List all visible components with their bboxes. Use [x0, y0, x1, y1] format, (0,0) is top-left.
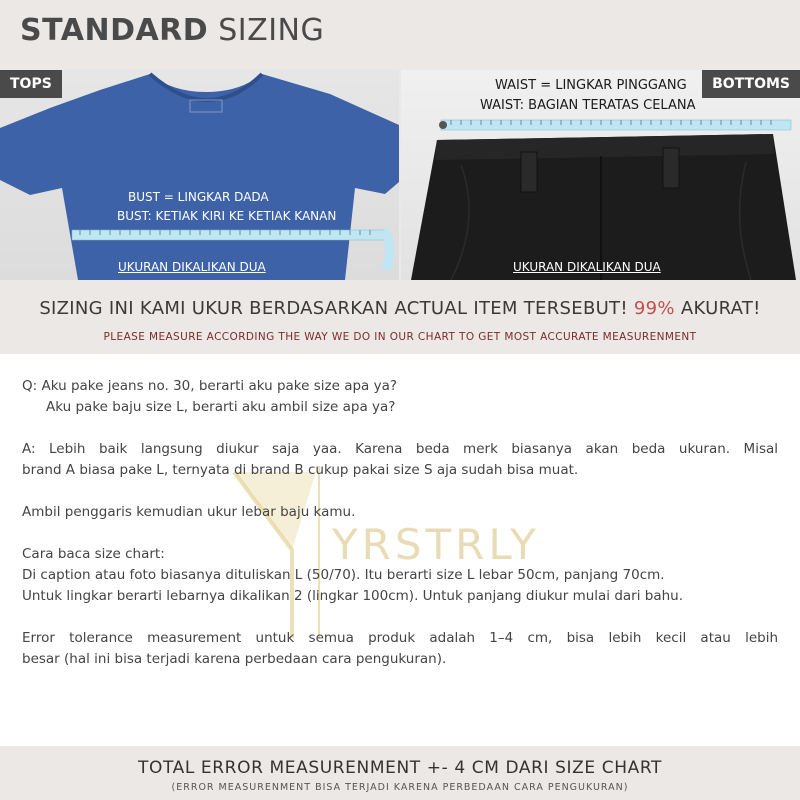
watermark-text: YRSTRLY	[332, 520, 540, 569]
bottoms-panel	[401, 70, 800, 280]
header-bar	[0, 0, 800, 70]
bottoms-multiply-note: UKURAN DIKALIKAN DUA	[513, 260, 661, 274]
accuracy-percent: 99%	[633, 298, 675, 319]
size-chart-heading: Cara baca size chart:	[22, 546, 165, 562]
faq-question-1: Q: Aku pake jeans no. 30, berarti aku pake size apa ya?	[22, 378, 398, 394]
page-title-light: SIZING	[218, 13, 325, 48]
accuracy-headline-text: SIZING INI KAMI UKUR BERDASARKAN ACTUAL ITEM TERSEBUT!	[39, 298, 628, 319]
waist-definition: WAIST = LINGKAR PINGGANG	[495, 78, 687, 93]
tshirt-shape	[0, 74, 399, 280]
belt-loop-right	[663, 148, 679, 188]
waist-instruction: WAIST: BAGIAN TERATAS CELANA	[480, 98, 696, 113]
accuracy-notice	[0, 280, 800, 354]
page-title-bold: STANDARD	[20, 13, 209, 48]
size-chart-line-1: Di caption atau foto biasanya dituliskan L (50/70). Itu berarti size L lebar 50cm, panjang 70cm.	[22, 567, 665, 583]
tshirt-illustration	[0, 70, 399, 280]
bottoms-tag: BOTTOMS	[702, 70, 800, 98]
error-tolerance-line-1: Error tolerance measurement untuk semua produk adalah 1–4 cm, bisa lebih kecil atau lebih	[22, 630, 778, 646]
measure-instruction: Ambil penggaris kemudian ukur lebar baju kamu.	[22, 504, 356, 520]
faq-content	[22, 376, 778, 670]
error-tolerance-line-2: besar (hal ini bisa terjadi karena perbedaan cara pengukuran).	[22, 651, 447, 667]
footer-bar	[0, 746, 800, 800]
bust-definition: BUST = LINGKAR DADA	[128, 190, 269, 204]
faq-answer-line-1: A: Lebih baik langsung diukur saja yaa. Karena beda merk biasanya akan beda ukuran. Misal	[22, 441, 778, 457]
belt-loop-left	[521, 152, 537, 192]
faq-answer-line-2: brand A biasa pake L, ternyata di brand B cukup pakai size S aja sudah bisa muat.	[22, 462, 579, 478]
bust-instruction: BUST: KETIAK KIRI KE KETIAK KANAN	[117, 209, 337, 223]
tops-tag: TOPS	[0, 70, 62, 98]
size-chart-line-2: Untuk lingkar berarti lebarnya dikalikan 2 (lingkar 100cm). Untuk panjang diukur mulai dari bahu.	[22, 588, 684, 604]
tops-multiply-note: UKURAN DIKALIKAN DUA	[118, 260, 266, 274]
photo-panels	[0, 70, 800, 280]
footer-headline: TOTAL ERROR MEASURENMENT +- 4 CM DARI SIZE CHART	[138, 758, 662, 778]
accuracy-headline-end: AKURAT!	[680, 298, 761, 319]
faq-question-2: Aku pake baju size L, berarti aku ambil size apa ya?	[46, 399, 396, 415]
accuracy-headline	[0, 298, 800, 319]
tops-panel	[0, 70, 399, 280]
waist-measuring-tape	[439, 120, 791, 130]
accuracy-subline: PLEASE MEASURE ACCORDING THE WAY WE DO IN OUR CHART TO GET MOST ACCURATE MEASURENMENT	[103, 331, 697, 343]
page-title	[20, 13, 324, 48]
footer-subline: (ERROR MEASURENMENT BISA TERJADI KARENA PERBEDAAN CARA PENGUKURAN)	[171, 782, 629, 793]
